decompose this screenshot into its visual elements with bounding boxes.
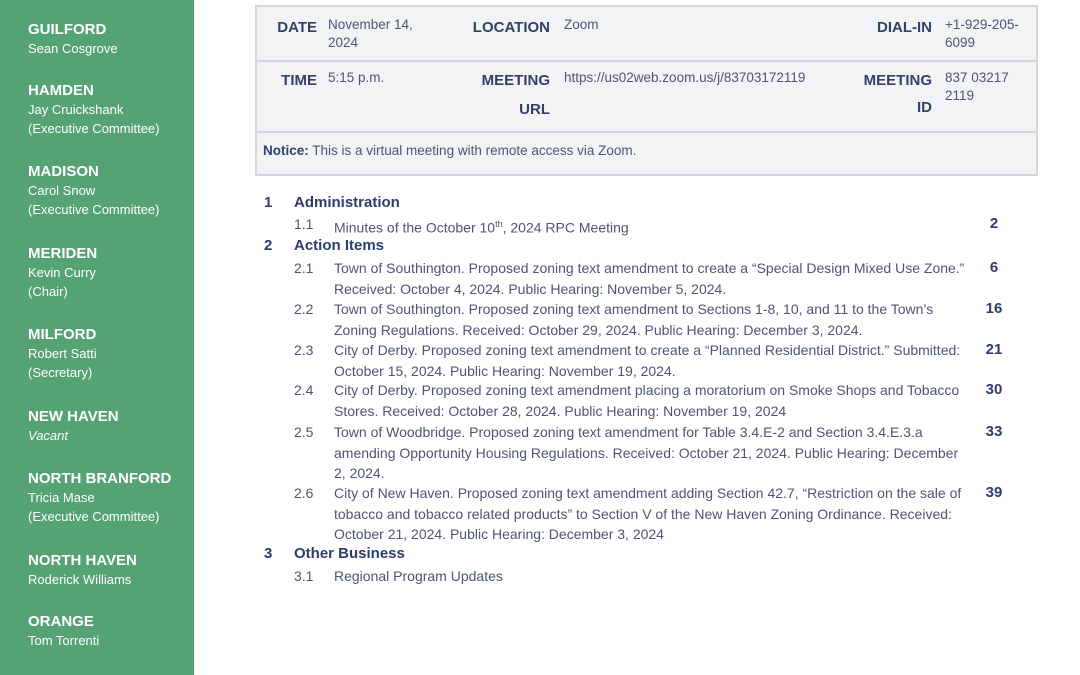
section-title: Action Items bbox=[294, 237, 385, 254]
member-madison bbox=[28, 162, 159, 219]
member-role: (Executive Committee) bbox=[28, 509, 160, 524]
town-name: NEW HAVEN bbox=[28, 408, 119, 425]
date-label: DATE bbox=[277, 19, 317, 36]
member-name: Tricia Mase bbox=[28, 490, 95, 505]
member-name: Vacant bbox=[28, 428, 68, 443]
member-role: (Secretary) bbox=[28, 365, 93, 380]
page-number: 33 bbox=[985, 423, 1003, 440]
item-number: 3.1 bbox=[294, 568, 314, 584]
page-number: 39 bbox=[985, 484, 1003, 501]
member-role: (Executive Committee) bbox=[28, 121, 160, 136]
item-number: 2.1 bbox=[294, 260, 314, 276]
member-name: Roderick Williams bbox=[28, 572, 132, 587]
dial-in-label: DIAL-IN bbox=[877, 19, 932, 36]
item-number: 2.3 bbox=[294, 342, 314, 358]
item-text bbox=[334, 214, 969, 238]
town-name: NORTH HAVEN bbox=[28, 552, 137, 569]
page-number: 6 bbox=[989, 259, 999, 276]
item-text: Town of Southington. Proposed zoning text amendment to Sections 1-8, 10, and 11 to the Town’s Zoning Regulations. Received: October 29, 2024. Public Hearing: December 3, 2024. bbox=[334, 301, 934, 338]
member-north-branford bbox=[28, 469, 171, 526]
item-number: 1.1 bbox=[294, 216, 314, 232]
town-name: MERIDEN bbox=[28, 245, 98, 262]
members-sidebar bbox=[0, 0, 194, 675]
member-milford bbox=[28, 325, 97, 382]
meeting-id-label-line1: MEETING bbox=[863, 72, 932, 89]
row-divider bbox=[257, 60, 1036, 62]
item-text-part: , 2024 RPC Meeting bbox=[502, 219, 629, 236]
time-value: 5:15 p.m. bbox=[328, 70, 385, 85]
meeting-url-link[interactable]: https://us02web.zoom.us/j/83703172119 bbox=[564, 70, 806, 85]
item-text: Regional Program Updates bbox=[334, 568, 503, 584]
meeting-id-label-line2: ID bbox=[917, 99, 932, 116]
item-text: City of Derby. Proposed zoning text amendment to create a “Planned Residential District.” Submitted: October 15, 2024. Public Hearing: November 19, 2024. bbox=[334, 342, 961, 379]
meeting-url-label bbox=[457, 71, 550, 120]
date-value: November 14, 2024 bbox=[328, 17, 413, 50]
meeting-info-table bbox=[255, 5, 1038, 176]
member-name: Robert Satti bbox=[28, 346, 97, 361]
item-number: 2.6 bbox=[294, 485, 314, 501]
item-number: 2.4 bbox=[294, 382, 314, 398]
page-number: 21 bbox=[985, 341, 1003, 358]
member-name: Carol Snow bbox=[28, 183, 96, 198]
member-guilford bbox=[28, 20, 118, 58]
town-name: NORTH BRANFORD bbox=[28, 470, 172, 487]
notice-text bbox=[263, 143, 636, 158]
location-value: Zoom bbox=[564, 17, 599, 32]
section-title: Other Business bbox=[294, 545, 405, 562]
dial-in-value: +1-929-205-6099 bbox=[945, 17, 1019, 50]
meeting-url-label-line2: URL bbox=[519, 101, 550, 118]
item-text: City of Derby. Proposed zoning text amendment placing a moratorium on Smoke Shops and Tobacco Stores. Received: October 28, 2024. Public Hearing: November 19, 2024 bbox=[334, 382, 960, 419]
member-role: (Chair) bbox=[28, 284, 68, 299]
page-number: 16 bbox=[985, 300, 1003, 317]
member-name: Jay Cruickshank bbox=[28, 102, 124, 117]
location-label: LOCATION bbox=[472, 19, 550, 36]
member-name: Sean Cosgrove bbox=[28, 41, 118, 56]
notice-label: Notice: bbox=[263, 143, 309, 158]
member-meriden bbox=[28, 244, 97, 301]
row-divider bbox=[257, 131, 1036, 133]
member-hamden bbox=[28, 81, 159, 138]
member-name: Tom Torrenti bbox=[28, 633, 100, 648]
section-number: 1 bbox=[264, 194, 273, 211]
town-name: ORANGE bbox=[28, 613, 94, 630]
page-number: 30 bbox=[985, 381, 1003, 398]
page-number: 2 bbox=[989, 215, 999, 232]
item-number: 2.2 bbox=[294, 301, 314, 317]
meeting-id-value: 837 03217 2119 bbox=[945, 70, 1009, 103]
section-title: Administration bbox=[294, 194, 400, 211]
meeting-url-label-line1: MEETING bbox=[481, 72, 550, 89]
town-name: HAMDEN bbox=[28, 82, 94, 99]
member-orange bbox=[28, 612, 99, 650]
town-name: MILFORD bbox=[28, 326, 97, 343]
meeting-id-label bbox=[857, 71, 932, 118]
member-role: (Executive Committee) bbox=[28, 202, 160, 217]
town-name: GUILFORD bbox=[28, 21, 107, 38]
item-text: City of New Haven. Proposed zoning text amendment adding Section 42.7, “Restriction on the sale of tobacco and tobacco related products” to Section V of the New Haven Zoning Ordinance. Received: October 21, 2024. Public Hearing: December 3, 2024 bbox=[334, 485, 962, 542]
item-number: 2.5 bbox=[294, 424, 314, 440]
item-text: Town of Woodbridge. Proposed zoning text amendment for Table 3.4.E-2 and Section 3.4.E.3.a amending Opportunity Housing Regulations. Received: October 21, 2024. Public Hearing: December 2, 2024. bbox=[334, 424, 959, 481]
member-new-haven bbox=[28, 407, 119, 445]
item-text-part: Minutes of the October 10 bbox=[334, 219, 496, 236]
section-number: 3 bbox=[264, 545, 273, 562]
item-text: Town of Southington. Proposed zoning text amendment to create a “Special Design Mixed Use Zone.” Received: October 4, 2024. Public Hearing: November 5, 2024. bbox=[334, 260, 965, 297]
member-north-haven bbox=[28, 551, 137, 589]
section-number: 2 bbox=[264, 237, 273, 254]
town-name: MADISON bbox=[28, 163, 99, 180]
time-label: TIME bbox=[281, 72, 317, 89]
notice-body: This is a virtual meeting with remote access via Zoom. bbox=[308, 143, 637, 158]
item-text-superscript: th bbox=[495, 219, 503, 229]
member-name: Kevin Curry bbox=[28, 265, 96, 280]
